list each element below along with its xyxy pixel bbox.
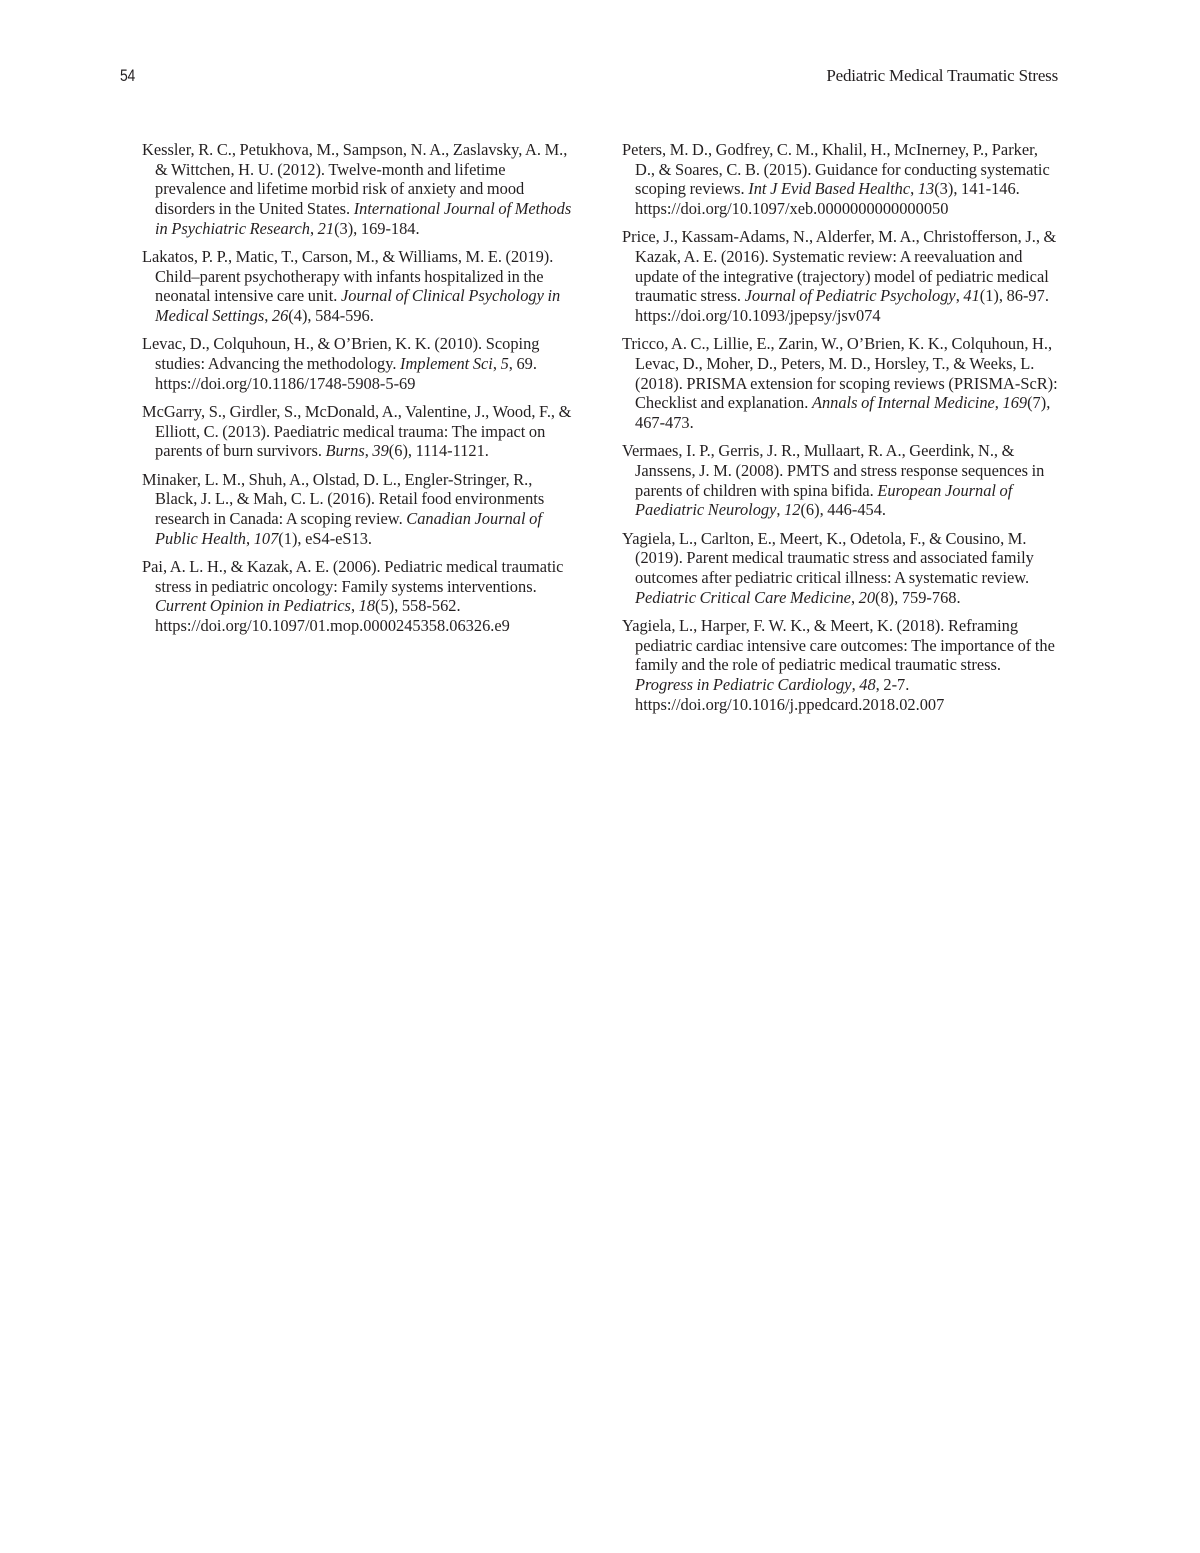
reference-text: (4), 584-596.	[288, 306, 374, 326]
reference-entry	[622, 616, 1058, 715]
reference-text: (8), 759-768.	[875, 587, 961, 607]
reference-italic-text: 20	[858, 587, 876, 607]
reference-entry	[142, 140, 578, 239]
reference-text: , 69. https://doi.org/10.1186/1748-5908-5-69	[155, 354, 537, 393]
reference-italic-text: International Journal of Methods in Psychiatric Research	[155, 199, 572, 238]
reference-text: (5), 558-562. https://doi.org/10.1097/01.mop.0000245358.06326.e9	[155, 596, 510, 635]
reference-italic-text: Burns	[325, 441, 365, 461]
reference-text: ,	[364, 441, 373, 461]
references-column-left	[142, 140, 578, 644]
reference-text: Pai, A. L. H., & Kazak, A. E. (2006). Pediatric medical traumatic stress in pediatric oncology: Family systems interventions.	[142, 556, 564, 596]
reference-italic-text: 41	[963, 286, 980, 306]
reference-text: Lakatos, P. P., Matic, T., Carson, M., & Williams, M. E. (2019). Child–parent psychotherapy with infants hospitalized in the neonatal intensive care unit.	[142, 247, 554, 306]
reference-text: ,	[776, 500, 785, 520]
reference-text: ,	[492, 354, 501, 374]
reference-text: Yagiela, L., Harper, F. W. K., & Meert, K. (2018). Reframing pediatric cardiac intensive care outcomes: The importance of the family and the role of pediatric medical traumatic stress.	[622, 615, 1055, 675]
reference-text: McGarry, S., Girdler, S., McDonald, A., Valentine, J., Wood, F., & Elliott, C. (2013). Paediatric medical trauma: The impact on parents of burn survivors.	[142, 401, 572, 461]
reference-italic-text: 39	[372, 441, 389, 461]
reference-italic-text: Journal of Pediatric Psychology	[744, 286, 956, 306]
reference-italic-text: Int J Evid Based Healthc	[748, 179, 911, 199]
references-column-right	[622, 140, 1058, 723]
reference-text: ,	[350, 596, 359, 616]
reference-text: (1), eS4-eS13.	[278, 528, 373, 548]
reference-text: Price, J., Kassam-Adams, N., Alderfer, M. A., Christofferson, J., & Kazak, A. E. (2016). Systematic review: A reevaluation and update of the integrative (trajectory) model of pediatric medical traumatic stress.	[622, 227, 1057, 306]
reference-entry	[622, 441, 1058, 520]
reference-text: ,	[246, 528, 254, 548]
reference-entry	[622, 140, 1058, 219]
reference-italic-text: 5	[500, 354, 509, 374]
reference-italic-text: 26	[271, 306, 289, 326]
reference-italic-text: Progress in Pediatric Cardiology	[635, 675, 852, 695]
reference-text: ,	[955, 286, 964, 306]
running-head-title: Pediatric Medical Traumatic Stress	[826, 66, 1058, 85]
reference-text: ,	[851, 675, 860, 695]
reference-text: (6), 446-454.	[800, 500, 887, 520]
reference-entry	[622, 334, 1058, 433]
reference-text: ,	[994, 393, 1003, 413]
reference-entry	[142, 334, 578, 393]
reference-italic-text: Pediatric Critical Care Medicine	[635, 587, 851, 607]
reference-text: Levac, D., Colquhoun, H., & O’Brien, K. K. (2010). Scoping studies: Advancing the methodology.	[142, 334, 540, 374]
reference-text: Kessler, R. C., Petukhova, M., Sampson, N. A., Zaslavsky, A. M., & Wittchen, H. U. (2012). Twelve-month and lifetime prevalence and lifetime morbid risk of anxiety and mood disorders in the United States.	[142, 140, 568, 219]
reference-text: (7), 467-473.	[635, 393, 1051, 433]
reference-text: (1), 86-97. https://doi.org/10.1093/jpepsy/jsv074	[635, 286, 1049, 326]
page-number: 54	[120, 66, 136, 85]
reference-entry	[142, 402, 578, 461]
reference-text: Tricco, A. C., Lillie, E., Zarin, W., O’Brien, K. K., Colquhoun, H., Levac, D., Moher, D., Peters, M. D., Horsley, T., & Weeks, L. (2018). PRISMA extension for scoping reviews (PRISMA-ScR): Checklist and explanation.	[622, 334, 1058, 413]
reference-italic-text: European Journal of Paediatric Neurology	[635, 480, 1013, 520]
reference-entry	[142, 557, 578, 636]
reference-italic-text: Journal of Clinical Psychology in Medical Settings	[155, 286, 561, 326]
reference-text: (3), 169-184.	[334, 218, 420, 238]
reference-italic-text: 48	[859, 675, 876, 695]
reference-text: ,	[850, 587, 859, 607]
reference-text: (3), 141-146. https://doi.org/10.1097/xeb.0000000000000050	[635, 179, 1020, 219]
reference-text: ,	[309, 218, 318, 238]
reference-italic-text: Implement Sci	[400, 354, 493, 374]
reference-text: Minaker, L. M., Shuh, A., Olstad, D. L., Engler-Stringer, R., Black, J. L., & Mah, C. L. (2016). Retail food environments research in Canada: A scoping review.	[142, 469, 545, 528]
reference-text: Yagiela, L., Carlton, E., Meert, K., Odetola, F., & Cousino, M. (2019). Parent medical traumatic stress and associated family outcomes after pediatric critical illness: A systematic review.	[622, 528, 1034, 588]
reference-italic-text: 107	[253, 528, 279, 548]
reference-text: Vermaes, I. P., Gerris, J. R., Mullaart, R. A., Geerdink, N., & Janssens, J. M. (2008). PMTS and stress response sequences in parents of children with spina bifida.	[622, 441, 1045, 500]
reference-text: , 2-7. https://doi.org/10.1016/j.ppedcard.2018.02.007	[635, 675, 945, 714]
reference-italic-text: Annals of Internal Medicine	[811, 393, 995, 413]
reference-entry	[142, 247, 578, 326]
reference-italic-text: Canadian Journal of Public Health	[155, 508, 542, 548]
reference-italic-text: 18	[358, 596, 376, 616]
reference-italic-text: 169	[1002, 393, 1028, 413]
reference-text: Peters, M. D., Godfrey, C. M., Khalil, H., McInerney, P., Parker, D., & Soares, C. B. (2015). Guidance for conducting systematic scoping reviews.	[622, 140, 1050, 199]
reference-text: ,	[264, 306, 272, 326]
reference-italic-text: 12	[784, 500, 801, 520]
reference-italic-text: Current Opinion in Pediatrics	[155, 596, 351, 616]
reference-entry	[622, 529, 1058, 608]
reference-entry	[142, 470, 578, 549]
reference-text: ,	[910, 179, 918, 199]
reference-entry	[622, 227, 1058, 326]
reference-italic-text: 21	[317, 218, 335, 238]
reference-italic-text: 13	[917, 179, 935, 199]
reference-text: (6), 1114-1121.	[388, 441, 489, 461]
